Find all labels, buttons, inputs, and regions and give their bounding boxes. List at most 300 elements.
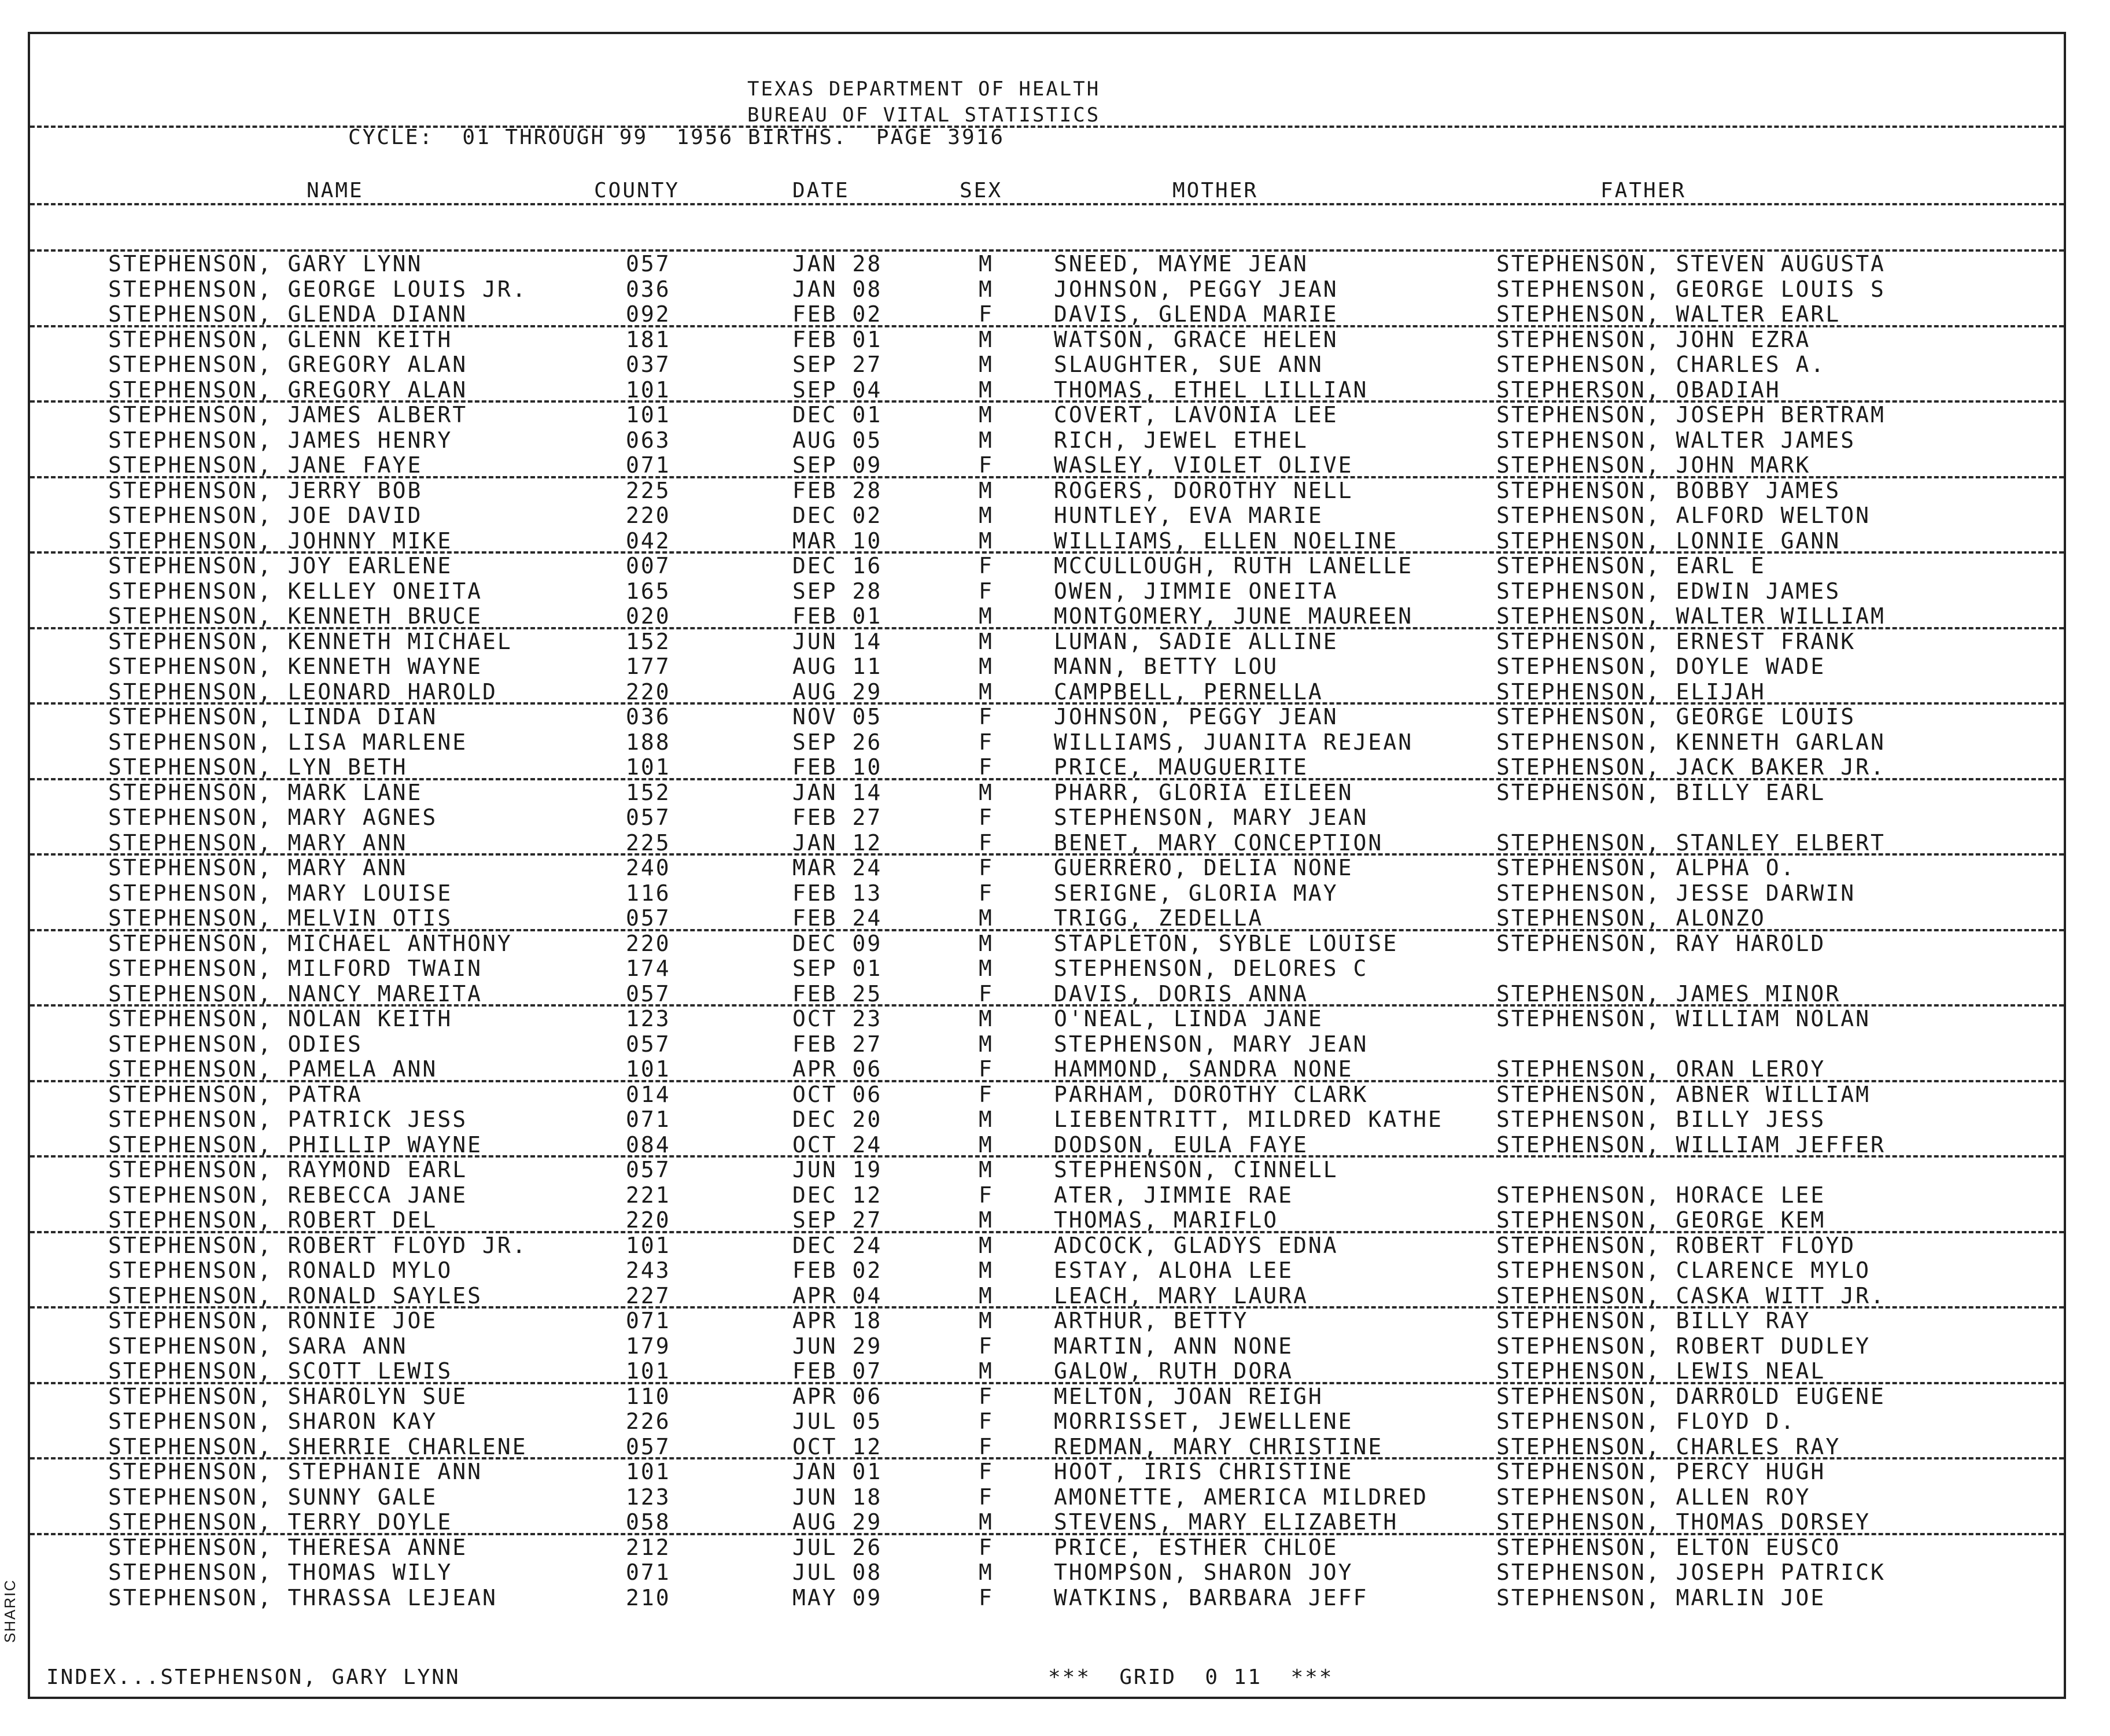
table-row [30,905,2064,930]
cell-name: STEPHENSON, THRASSA LEJEAN [108,1584,497,1610]
cell-county: 036 [626,704,671,729]
cell-father: STEPHENSON, THOMAS DORSEY [1496,1509,1871,1535]
table-row [30,1333,2064,1358]
cell-father: STEPHENSON, WALTER WILLIAM [1496,603,1886,629]
cell-date: DEC 09 [792,930,883,956]
cell-date: JUN 29 [792,1333,883,1359]
cell-sex: M [979,905,994,931]
cell-father: STEPHENSON, KENNETH GARLAN [1496,729,1886,755]
cell-name: STEPHENSON, LEONARD HAROLD [108,679,497,705]
cell-county: 101 [626,402,671,427]
cell-name: STEPHENSON, THOMAS WILY [108,1560,453,1585]
cell-county: 071 [626,452,671,478]
row-group-divider [30,325,2064,327]
cell-mother: PRICE, MAUGUERITE [1054,754,1308,780]
cell-father: STEPHENSON, CASKA WITT JR. [1496,1282,1886,1309]
cell-sex: F [979,1333,994,1359]
cell-father: STEPHENSON, FLOYD D. [1496,1409,1796,1434]
table-row [30,1484,2064,1509]
table-row [30,1182,2064,1207]
cell-county: 116 [626,880,671,906]
cell-mother: STEVENS, MARY ELIZABETH [1054,1509,1399,1535]
table-row [30,1157,2064,1182]
cell-father: STEPHENSON, RAY HAROLD [1496,930,1826,956]
cell-date: FEB 01 [792,326,883,352]
cell-name: STEPHENSON, KENNETH MICHAEL [108,628,512,654]
column-header-sex: SEX [960,179,1003,202]
cell-father: STEPHENSON, LONNIE GANN [1496,528,1841,554]
table-row [30,251,2064,276]
cell-date: AUG 29 [792,679,883,705]
table-row [30,1509,2064,1534]
table-row [30,679,2064,704]
cell-county: 071 [626,1107,671,1132]
cell-name: STEPHENSON, NANCY MAREITA [108,981,482,1007]
cell-mother: ATER, JIMMIE RAE [1054,1182,1294,1208]
cell-mother: STAPLETON, SYBLE LOUISE [1054,930,1399,956]
cell-sex: F [979,754,994,780]
cell-county: 220 [626,503,671,528]
cell-county: 220 [626,679,671,705]
cell-mother: MANN, BETTY LOU [1054,654,1279,679]
table-row [30,1585,2064,1610]
cell-name: STEPHENSON, PHILLIP WAYNE [108,1131,482,1158]
cell-mother: RICH, JEWEL ETHEL [1054,427,1308,453]
cell-county: 101 [626,1056,671,1082]
cell-father: STEPHENSON, CHARLES A. [1496,352,1826,377]
cell-father: STEPHENSON, GEORGE LOUIS S [1496,276,1886,302]
column-header-date: DATE [792,179,850,202]
cell-name: STEPHENSON, JAMES ALBERT [108,402,468,427]
cell-sex: M [979,1358,994,1384]
cell-mother: LIEBENTRITT, MILDRED KATHE [1054,1107,1443,1132]
cell-county: 071 [626,1308,671,1333]
cell-sex: M [979,377,994,403]
cell-mother: MORRISSET, JEWELLENE [1054,1409,1353,1434]
cell-date: NOV 05 [792,704,883,729]
cell-sex: F [979,704,994,729]
cell-father: STEPHENSON, WALTER EARL [1496,301,1841,327]
cell-date: SEP 26 [792,729,883,755]
table-row [30,1358,2064,1383]
cell-father: STEPHENSON, WILLIAM JEFFER [1496,1131,1886,1158]
cell-mother: GUERRERO, DELIA NONE [1054,855,1353,880]
cell-date: FEB 28 [792,477,883,503]
table-row [30,956,2064,981]
cell-date: SEP 04 [792,377,883,403]
cell-mother: SNEED, MAYME JEAN [1054,251,1308,277]
cell-county: 165 [626,578,671,604]
cell-county: 240 [626,855,671,880]
cell-mother: MCCULLOUGH, RUTH LANELLE [1054,553,1414,578]
table-row [30,880,2064,905]
cell-date: JAN 01 [792,1459,883,1484]
cell-mother: MARTIN, ANN NONE [1054,1333,1294,1359]
cell-date: MAR 10 [792,528,883,554]
cell-date: DEC 16 [792,553,883,578]
table-row [30,352,2064,377]
cell-father: STEPHENSON, ALPHA O. [1496,855,1796,880]
cell-name: STEPHENSON, JOY EARLENE [108,553,453,578]
column-header-divider [30,203,2064,205]
cell-name: STEPHENSON, RONALD MYLO [108,1258,453,1283]
cell-father: STEPHENSON, ALLEN ROY [1496,1484,1811,1510]
table-row [30,452,2064,477]
cell-county: 227 [626,1282,671,1309]
column-header-mother: MOTHER [1172,179,1259,202]
cell-mother: STEPHENSON, DELORES C [1054,956,1368,981]
cell-name: STEPHENSON, TERRY DOYLE [108,1509,453,1535]
row-group-divider [30,702,2064,705]
cell-name: STEPHENSON, LISA MARLENE [108,729,468,755]
cell-sex: M [979,427,994,453]
cell-name: STEPHENSON, MARY AGNES [108,805,438,830]
cell-county: 220 [626,1207,671,1233]
cell-name: STEPHENSON, MARK LANE [108,779,423,805]
table-row [30,1233,2064,1258]
cell-county: 210 [626,1584,671,1610]
cell-county: 225 [626,830,671,856]
cell-father: STEPHENSON, WALTER JAMES [1496,427,1856,453]
cell-county: 123 [626,1006,671,1031]
cell-father: STEPHENSON, EDWIN JAMES [1496,578,1841,604]
cell-mother: DAVIS, DORIS ANNA [1054,981,1308,1007]
table-row [30,1535,2064,1560]
cell-date: JUL 26 [792,1534,883,1560]
cell-father: STEPHENSON, JESSE DARWIN [1496,880,1856,906]
cell-sex: M [979,503,994,528]
cell-county: 226 [626,1409,671,1434]
cell-mother: PARHAM, DOROTHY CLARK [1054,1081,1368,1107]
cell-date: JUL 05 [792,1409,883,1434]
cell-date: SEP 01 [792,956,883,981]
table-row [30,855,2064,880]
cell-name: STEPHENSON, MELVIN OTIS [108,905,453,931]
cell-name: STEPHENSON, PATRICK JESS [108,1107,468,1132]
cell-date: FEB 27 [792,805,883,830]
cell-county: 101 [626,754,671,780]
cell-date: JUN 18 [792,1484,883,1510]
row-group-divider [30,627,2064,629]
cell-name: STEPHENSON, REBECCA JANE [108,1182,468,1208]
cell-mother: TRIGG, ZEDELLA [1054,905,1264,931]
table-row [30,981,2064,1006]
table-row [30,1459,2064,1484]
cell-name: STEPHENSON, KENNETH WAYNE [108,654,482,679]
header-title: TEXAS DEPARTMENT OF HEALTH [747,78,1101,101]
cell-name: STEPHENSON, JOE DAVID [108,503,423,528]
cell-sex: M [979,1232,994,1258]
row-group-divider [30,853,2064,856]
cell-date: APR 06 [792,1056,883,1082]
cell-date: FEB 01 [792,603,883,629]
cell-sex: M [979,1006,994,1031]
cell-date: SEP 28 [792,578,883,604]
cell-county: 212 [626,1534,671,1560]
table-row [30,629,2064,654]
cell-mother: WILLIAMS, JUANITA REJEAN [1054,729,1414,755]
row-group-divider [30,476,2064,478]
cell-date: MAR 24 [792,855,883,880]
cell-county: 152 [626,628,671,654]
table-row [30,1434,2064,1459]
cell-date: FEB 24 [792,905,883,931]
cell-date: AUG 05 [792,427,883,453]
cell-county: 101 [626,1459,671,1484]
cell-mother: JOHNSON, PEGGY JEAN [1054,276,1338,302]
cell-name: STEPHENSON, LINDA DIAN [108,704,438,729]
table-row [30,1056,2064,1081]
cell-sex: M [979,603,994,629]
cell-sex: M [979,1509,994,1535]
cell-sex: M [979,1107,994,1132]
table-row [30,277,2064,301]
cell-sex: F [979,1182,994,1208]
cell-county: 057 [626,1031,671,1057]
cell-father: STEPHENSON, JOSEPH PATRICK [1496,1560,1886,1585]
cell-name: STEPHENSON, MARY ANN [108,830,408,856]
cell-date: JAN 08 [792,276,883,302]
cell-date: DEC 20 [792,1107,883,1132]
cell-mother: THOMPSON, SHARON JOY [1054,1560,1353,1585]
cell-mother: WASLEY, VIOLET OLIVE [1054,452,1353,478]
cell-mother: ESTAY, ALOHA LEE [1054,1258,1294,1283]
cell-sex: F [979,805,994,830]
cell-county: 101 [626,377,671,403]
cell-father: STEPHERSON, OBADIAH [1496,377,1781,403]
cell-county: 037 [626,352,671,377]
cell-father: STEPHENSON, CLARENCE MYLO [1496,1258,1871,1283]
cell-sex: F [979,981,994,1007]
cell-name: STEPHENSON, SCOTT LEWIS [108,1358,453,1384]
cell-father: STEPHENSON, BILLY EARL [1496,779,1826,805]
cell-father: STEPHENSON, JOSEPH BERTRAM [1496,402,1886,427]
cell-mother: PRICE, ESTHER CHLOE [1054,1534,1338,1560]
row-group-divider [30,551,2064,554]
table-row [30,1384,2064,1409]
cell-sex: F [979,452,994,478]
column-header-county: COUNTY [594,179,680,202]
cell-mother: STEPHENSON, MARY JEAN [1054,1031,1368,1057]
cell-name: STEPHENSON, PATRA [108,1081,363,1107]
cell-father: STEPHENSON, ORAN LEROY [1496,1056,1826,1082]
cell-county: 058 [626,1509,671,1535]
row-group-divider [30,400,2064,403]
table-row [30,1082,2064,1107]
cell-sex: M [979,528,994,554]
cell-sex: F [979,1056,994,1082]
cell-name: STEPHENSON, RONALD SAYLES [108,1282,482,1309]
table-row [30,1560,2064,1584]
cell-mother: MONTGOMERY, JUNE MAUREEN [1054,603,1414,629]
table-row [30,553,2064,578]
cell-father: STEPHENSON, ELIJAH [1496,679,1766,705]
cell-father: STEPHENSON, DARROLD EUGENE [1496,1383,1886,1409]
table-row [30,1258,2064,1282]
cell-father: STEPHENSON, STANLEY ELBERT [1496,830,1886,856]
cell-father: STEPHENSON, ALFORD WELTON [1496,503,1871,528]
cell-county: 220 [626,930,671,956]
index-line: INDEX...STEPHENSON, GARY LYNN [46,1665,460,1689]
cell-sex: M [979,1207,994,1233]
table-row [30,654,2064,679]
cell-date: DEC 01 [792,402,883,427]
cell-name: STEPHENSON, PAMELA ANN [108,1056,438,1082]
cell-date: JAN 12 [792,830,883,856]
cell-father: STEPHENSON, BILLY JESS [1496,1107,1826,1132]
cell-mother: OWEN, JIMMIE ONEITA [1054,578,1338,604]
cell-sex: F [979,855,994,880]
cell-sex: M [979,679,994,705]
cell-mother: PHARR, GLORIA EILEEN [1054,779,1353,805]
table-row [30,377,2064,402]
cell-sex: F [979,1433,994,1459]
cell-name: STEPHENSON, SHAROLYN SUE [108,1383,468,1409]
cell-mother: MELTON, JOAN REIGH [1054,1383,1323,1409]
cell-mother: ADCOCK, GLADYS EDNA [1054,1232,1338,1258]
row-group-divider [30,929,2064,931]
cell-name: STEPHENSON, JOHNNY MIKE [108,528,453,554]
table-row [30,1283,2064,1308]
cell-sex: F [979,301,994,327]
cell-date: AUG 29 [792,1509,883,1535]
cell-name: STEPHENSON, STEPHANIE ANN [108,1459,482,1484]
cell-name: STEPHENSON, GLENDA DIANN [108,301,468,327]
cell-name: STEPHENSON, RONNIE JOE [108,1308,438,1333]
cell-father: STEPHENSON, WILLIAM NOLAN [1496,1006,1871,1031]
cell-sex: M [979,402,994,427]
cell-name: STEPHENSON, LYN BETH [108,754,408,780]
cell-mother: REDMAN, MARY CHRISTINE [1054,1433,1384,1459]
cell-county: 243 [626,1258,671,1283]
cell-name: STEPHENSON, KENNETH BRUCE [108,603,482,629]
cell-name: STEPHENSON, MARY ANN [108,855,408,880]
table-row [30,528,2064,553]
table-row [30,780,2064,805]
cell-county: 174 [626,956,671,981]
cell-county: 123 [626,1484,671,1510]
cell-date: SEP 27 [792,352,883,377]
cell-mother: O'NEAL, LINDA JANE [1054,1006,1323,1031]
cell-date: SEP 09 [792,452,883,478]
table-row [30,754,2064,779]
cell-name: STEPHENSON, GREGORY ALAN [108,352,468,377]
cell-father: STEPHENSON, MARLIN JOE [1496,1584,1826,1610]
cell-date: APR 04 [792,1282,883,1309]
cell-sex: M [979,779,994,805]
table-row [30,402,2064,427]
cell-name: STEPHENSON, NOLAN KEITH [108,1006,453,1031]
cell-sex: M [979,1157,994,1182]
cell-mother: WATKINS, BARBARA JEFF [1054,1584,1368,1610]
table-row [30,427,2064,452]
cell-mother: THOMAS, MARIFLO [1054,1207,1279,1233]
column-header-name: NAME [307,179,364,202]
row-group-divider [30,1231,2064,1233]
cell-name: STEPHENSON, THERESA ANNE [108,1534,468,1560]
table-row [30,1409,2064,1433]
table-row [30,830,2064,855]
cell-mother: JOHNSON, PEGGY JEAN [1054,704,1338,729]
cell-mother: AMONETTE, AMERICA MILDRED [1054,1484,1428,1510]
grid-label: *** GRID 0 11 *** [1048,1665,1334,1689]
cell-county: 101 [626,1358,671,1384]
cell-county: 110 [626,1383,671,1409]
cell-date: OCT 06 [792,1081,883,1107]
cell-sex: F [979,553,994,578]
cell-father: STEPHENSON, GEORGE LOUIS [1496,704,1856,729]
cell-name: STEPHENSON, GREGORY ALAN [108,377,468,403]
cell-county: 188 [626,729,671,755]
cell-mother: BENET, MARY CONCEPTION [1054,830,1384,856]
cell-sex: M [979,930,994,956]
cell-sex: F [979,880,994,906]
cell-mother: SLAUGHTER, SUE ANN [1054,352,1323,377]
side-label: SHARIC [1,1579,19,1643]
cell-name: STEPHENSON, JAMES HENRY [108,427,453,453]
cell-name: STEPHENSON, RAYMOND EARL [108,1157,468,1182]
table-row [30,729,2064,754]
cell-mother: WATSON, GRACE HELEN [1054,326,1338,352]
row-group-divider [30,778,2064,780]
table-row [30,1031,2064,1056]
row-group-divider [30,1080,2064,1082]
cell-county: 057 [626,981,671,1007]
cell-name: STEPHENSON, KELLEY ONEITA [108,578,482,604]
cell-name: STEPHENSON, SUNNY GALE [108,1484,438,1510]
row-group-divider [30,1457,2064,1459]
row-group-divider [30,1306,2064,1309]
table-row [30,1308,2064,1333]
cell-date: DEC 02 [792,503,883,528]
cell-name: STEPHENSON, MICHAEL ANTHONY [108,930,512,956]
cell-sex: M [979,477,994,503]
cell-date: DEC 24 [792,1232,883,1258]
cell-date: DEC 12 [792,1182,883,1208]
cell-sex: F [979,1534,994,1560]
cell-county: 177 [626,654,671,679]
cell-father: STEPHENSON, BOBBY JAMES [1496,477,1841,503]
cell-father: STEPHENSON, EARL E [1496,553,1766,578]
cycle-line: CYCLE: 01 THROUGH 99 1956 BIRTHS. PAGE 3916 [348,126,1005,149]
cell-mother: ARTHUR, BETTY [1054,1308,1249,1333]
cell-sex: M [979,276,994,302]
cell-sex: M [979,1131,994,1158]
cell-sex: M [979,1560,994,1585]
cell-county: 057 [626,1157,671,1182]
cell-father: STEPHENSON, ROBERT FLOYD [1496,1232,1856,1258]
cell-county: 101 [626,1232,671,1258]
cell-date: JUL 08 [792,1560,883,1585]
cell-sex: M [979,628,994,654]
table-row [30,1006,2064,1031]
cell-father: STEPHENSON, HORACE LEE [1496,1182,1826,1208]
header-divider [30,126,2064,128]
cell-sex: F [979,1484,994,1510]
row-group-divider [30,1155,2064,1158]
table-row [30,704,2064,729]
cell-sex: F [979,1383,994,1409]
cell-date: OCT 12 [792,1433,883,1459]
cell-date: JAN 14 [792,779,883,805]
cell-name: STEPHENSON, GLENN KEITH [108,326,453,352]
cell-sex: M [979,1282,994,1309]
cell-father: STEPHENSON, PERCY HUGH [1496,1459,1826,1484]
cell-name: STEPHENSON, ROBERT DEL [108,1207,438,1233]
cell-mother: STEPHENSON, CINNELL [1054,1157,1338,1182]
cell-name: STEPHENSON, GARY LYNN [108,251,423,277]
cell-county: 084 [626,1131,671,1158]
